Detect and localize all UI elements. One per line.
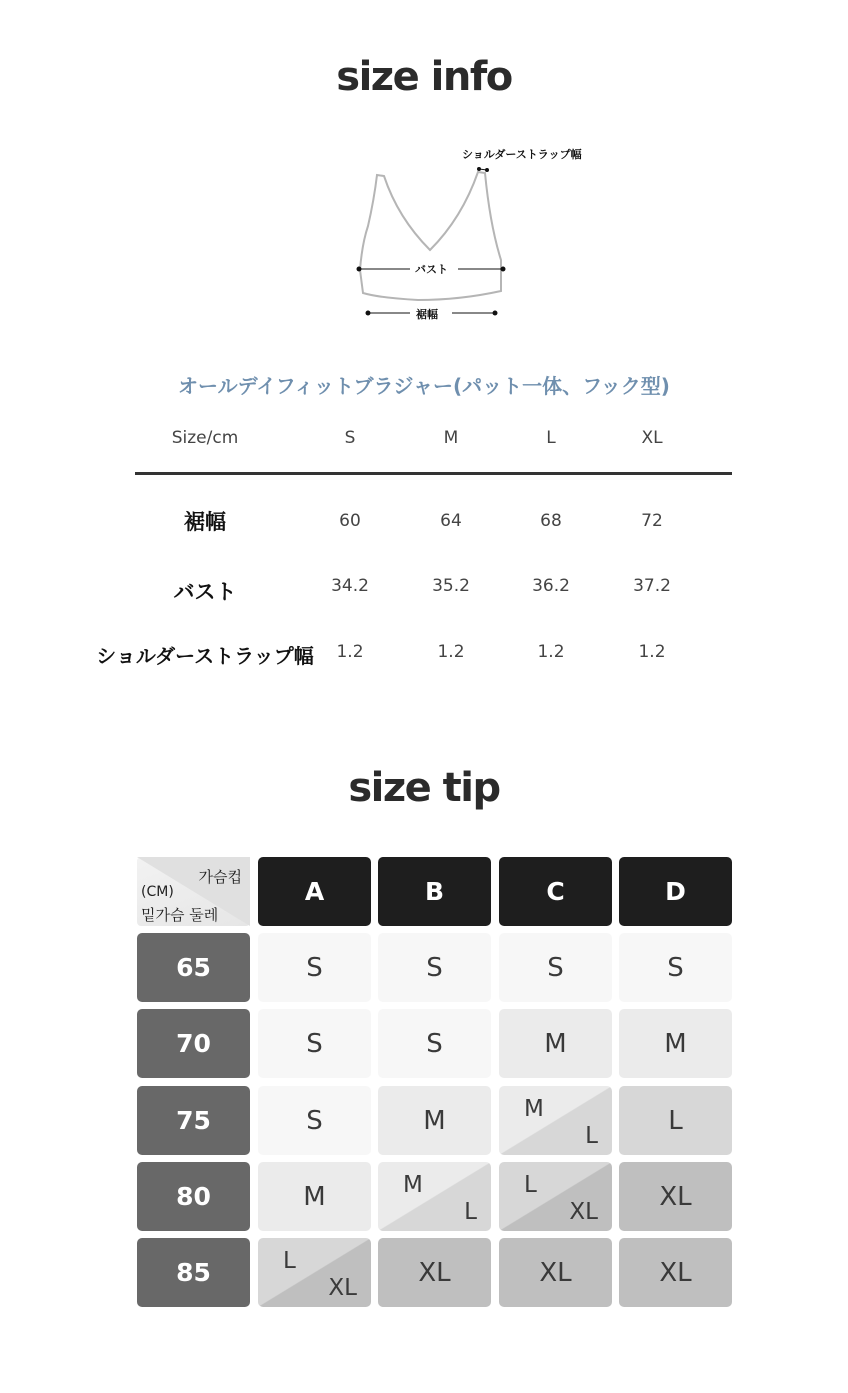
table-cell: 35.2 (432, 576, 470, 596)
cup-header-c: C (499, 857, 612, 926)
table-header-xl: XL (641, 428, 663, 448)
under-bust-label: 밑가슴 둘레 (141, 906, 219, 924)
table-cell: 1.2 (437, 642, 465, 662)
size-tip-title: size tip (348, 765, 500, 811)
size-cell: S (258, 933, 371, 1002)
table-cell: 68 (540, 511, 562, 531)
size-primary: M (524, 1096, 544, 1122)
table-header-size: Size/cm (171, 428, 239, 448)
grid-corner-header (137, 857, 250, 926)
strap-width-label: ショルダーストラップ幅 (462, 148, 582, 161)
hem-width-label: 裾幅 (416, 308, 438, 321)
size-primary: M (403, 1172, 423, 1198)
table-cell: 72 (641, 511, 663, 531)
bra-diagram (340, 140, 600, 330)
row-label-strap: ショルダーストラップ幅 (96, 644, 314, 668)
size-cell: XL (499, 1238, 612, 1307)
band-header-65: 65 (137, 933, 250, 1002)
band-header-85: 85 (137, 1238, 250, 1307)
table-cell: 60 (339, 511, 361, 531)
row-label-hem: 裾幅 (184, 510, 226, 534)
table-cell: 36.2 (532, 576, 570, 596)
table-header-l: L (546, 428, 556, 448)
table-cell: 64 (440, 511, 462, 531)
size-primary: L (524, 1172, 537, 1198)
size-cell: M (619, 1009, 732, 1078)
unit-label: (CM) (141, 884, 174, 900)
size-cell: L (619, 1086, 732, 1155)
table-cell: 1.2 (537, 642, 565, 662)
table-header-m: M (443, 428, 459, 448)
cup-header-d: D (619, 857, 732, 926)
table-header-divider (135, 472, 732, 475)
product-name: オールデイフィットブラジャー(パット一体、フック型) (178, 374, 670, 398)
size-secondary: XL (328, 1275, 357, 1301)
table-cell: 1.2 (336, 642, 364, 662)
split-size-cell (258, 1238, 371, 1307)
bust-label: バスト (415, 263, 448, 276)
table-cell: 34.2 (331, 576, 369, 596)
size-secondary: L (585, 1123, 598, 1149)
size-cell: S (619, 933, 732, 1002)
size-cell: XL (619, 1162, 732, 1231)
table-header-s: S (344, 428, 356, 448)
size-cell: S (258, 1086, 371, 1155)
size-info-title: size info (336, 54, 512, 100)
size-cell: XL (619, 1238, 732, 1307)
cup-label: 가슴컵 (198, 868, 242, 886)
band-header-70: 70 (137, 1009, 250, 1078)
size-cell: M (499, 1009, 612, 1078)
split-size-cell (499, 1086, 612, 1155)
size-secondary: L (464, 1199, 477, 1225)
size-cell: S (378, 933, 491, 1002)
split-size-cell (499, 1162, 612, 1231)
size-cell: M (378, 1086, 491, 1155)
table-cell: 37.2 (633, 576, 671, 596)
band-header-80: 80 (137, 1162, 250, 1231)
cup-header-b: B (378, 857, 491, 926)
size-primary: L (283, 1248, 296, 1274)
size-cell: S (378, 1009, 491, 1078)
bra-outline-illustration (340, 140, 600, 330)
cup-header-a: A (258, 857, 371, 926)
row-label-bust: バスト (173, 580, 237, 604)
size-cell: S (499, 933, 612, 1002)
size-cell: S (258, 1009, 371, 1078)
size-secondary: XL (569, 1199, 598, 1225)
split-size-cell (378, 1162, 491, 1231)
size-cell: XL (378, 1238, 491, 1307)
table-cell: 1.2 (638, 642, 666, 662)
band-header-75: 75 (137, 1086, 250, 1155)
size-cell: M (258, 1162, 371, 1231)
